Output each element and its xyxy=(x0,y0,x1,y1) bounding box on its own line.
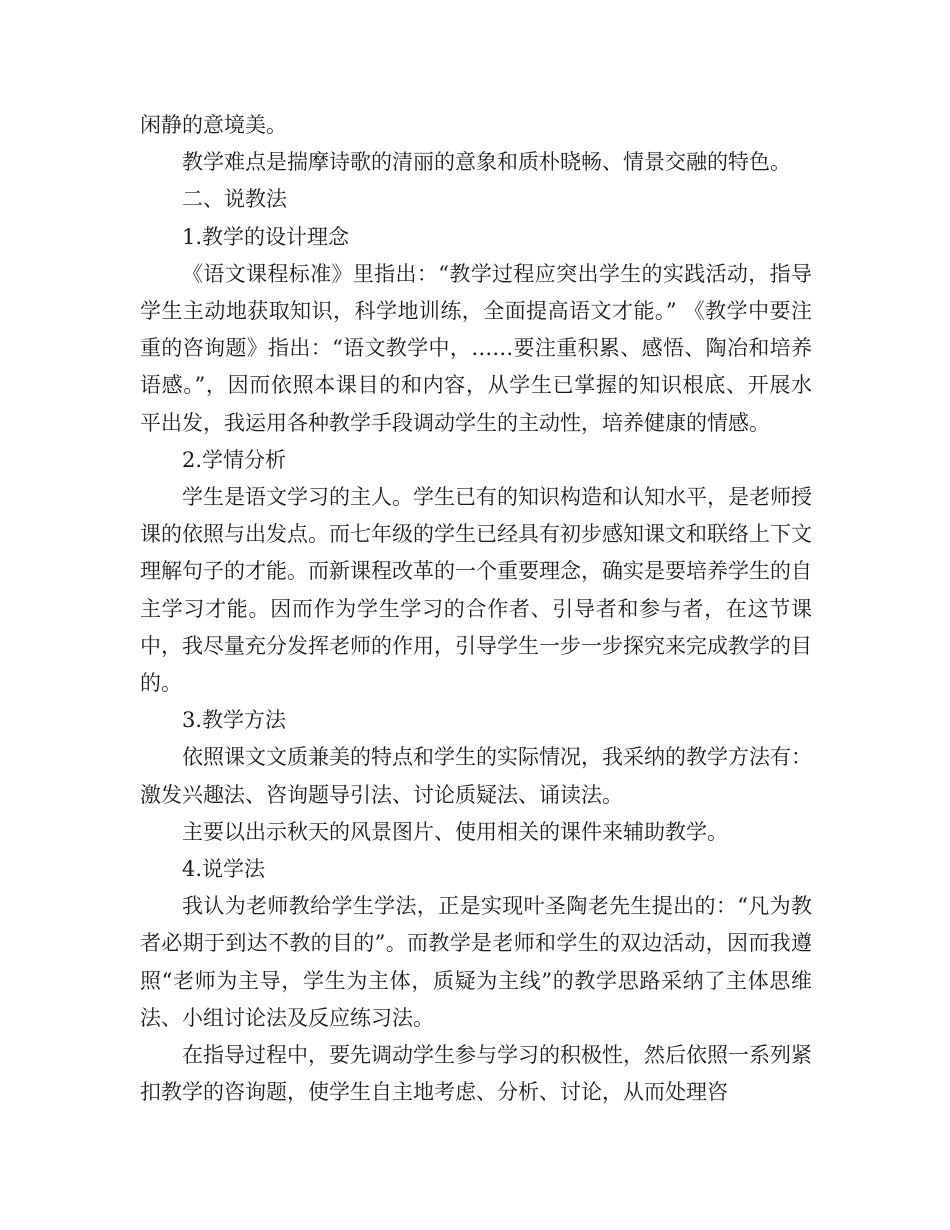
subheading-student-analysis: 2.学情分析 xyxy=(182,447,287,472)
document-body xyxy=(140,107,812,1111)
paragraph-teaching-methods: 依照课文文质兼美的特点和学生的实际情况，我采纳的教学方法有：激发兴趣法、咨询题导引法、讨论质疑法、诵读法。 xyxy=(140,745,812,807)
paragraph-guidance-process: 在指导过程中，要先调动学生参与学习的积极性，然后依照一系列紧扣教学的咨询题，使学生自主地考虑、分析、讨论，从而处理咨 xyxy=(140,1043,812,1105)
paragraph-teaching-aids: 主要以出示秋天的风景图片、使用相关的课件来辅助教学。 xyxy=(182,819,728,844)
section-heading-teaching-method: 二、说教法 xyxy=(182,187,287,212)
paragraph-learning-method: 我认为老师教给学生学法，正是实现叶圣陶老先生提出的：“凡为教者必期于到达不教的目的”。而教学是老师和学生的双边活动，因而我遵照“老师为主导，学生为主体，质疑为主线”的教学思路采纳了主体思维法、小组讨论法及反应练习法。 xyxy=(140,894,812,1030)
subheading-teaching-methods: 3.教学方法 xyxy=(182,708,287,733)
paragraph-design-concept: 《语文课程标准》里指出：“教学过程应突出学生的实践活动，指导学生主动地获取知识，科学地训练，全面提高语文才能。” 《教学中要注重的咨询题》指出：“语文教学中，……要注重积累、感悟、陶冶和培养语感。”，因而依照本课目的和内容，从学生已掌握的知识根底、开展水平出发，我运用各种教学手段调动学生的主动性，培养健康的情感。 xyxy=(140,261,812,435)
paragraph-continuation: 闲静的意境美。 xyxy=(140,113,287,137)
subheading-learning-method: 4.说学法 xyxy=(182,857,266,882)
paragraph-student-analysis: 学生是语文学习的主人。学生已有的知识构造和认知水平，是老师授课的依照与出发点。而七年级的学生已经具有初步感知课文和联络上下文理解句子的才能。而新课程改革的一个重要理念，确实是要培养学生的自主学习才能。因而作为学生学习的合作者、引导者和参与者，在这节课中，我尽量充分发挥老师的作用，引导学生一步一步探究来完成教学的目的。 xyxy=(140,485,812,696)
paragraph-teaching-difficulty: 教学难点是揣摩诗歌的清丽的意象和质朴晓畅、情景交融的特色。 xyxy=(182,150,791,175)
subheading-design-concept: 1.教学的设计理念 xyxy=(182,224,350,249)
